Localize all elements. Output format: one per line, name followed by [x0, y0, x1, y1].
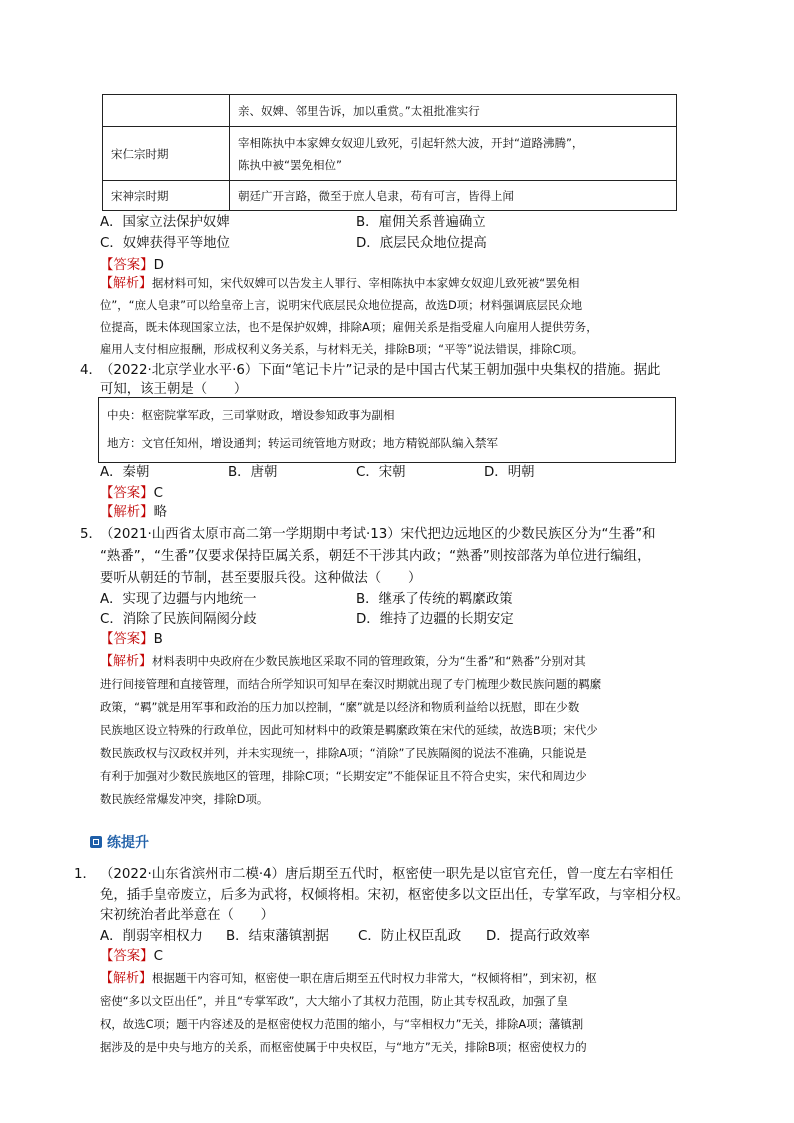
q5-analysis-line: 数民族政权与汉政权并列，并未实现统一，排除A项；“消除”了民族隔阂的说法不准确，只能说是 [100, 746, 587, 760]
table-row [103, 181, 677, 211]
q3-option-a: A．国家立法保护奴婢 [100, 215, 230, 230]
p1-option-a: A．削弱宰相权力 [100, 929, 203, 944]
q5-analysis-line: 【解析】材料表明中央政府在少数民族地区采取不同的管理政策，分为“生番”和“熟番”分别对其 [100, 654, 586, 669]
p1-answer [100, 947, 163, 967]
q5-analysis-line: 政策，“羁”就是用军事和政治的压力加以控制，“縻”就是以经济和物质利益给以抚慰，即在少数 [100, 700, 580, 714]
q4-option-b: B．唐朝 [228, 465, 278, 480]
section-title: 练提升 [107, 835, 149, 851]
q5-answer [100, 630, 163, 650]
q4-stem-line: 可知，该王朝是（ ） [100, 382, 248, 397]
q4-number: 4． [80, 363, 102, 378]
table-cell-period: 宋神宗时期 [103, 181, 230, 211]
p1-option-b: B．结束藩镇割据 [226, 929, 329, 944]
table-row [103, 95, 677, 127]
p1-option-c: C．防止权臣乱政 [358, 929, 462, 944]
analysis-label: 【解析】 [100, 276, 153, 291]
book-icon [90, 836, 102, 848]
history-table [102, 94, 677, 211]
q3-option-d: D．底层民众地位提高 [356, 236, 487, 251]
q5-analysis-line: 有利于加强对少数民族地区的管理，排除C项；“长期安定”不能保证且不符合史实，宋代和周边少 [100, 769, 587, 783]
q4-option-a: A．秦朝 [100, 465, 150, 480]
section-heading [90, 832, 149, 852]
q5-stem-line: （2021·山西省太原市高二第一学期期中考试·13）宋代把边远地区的少数民族区分为“生番”和 [100, 527, 656, 542]
answer-value: C [153, 949, 163, 964]
p1-analysis-line: 权，故选C项；题干内容述及的是枢密使权力范围的缩小，与“宰相权力”无关，排除A项；藩镇割 [100, 1017, 584, 1031]
q5-option-b: B．继承了传统的羁縻政策 [356, 592, 513, 607]
analysis-label: 【解析】 [100, 505, 154, 520]
p1-stem-line: 免，插手皇帝废立，后多为武将，权倾将相。宋初，枢密使多以文臣出任，专掌军政，与宰相分权。 [100, 888, 690, 903]
answer-value: C [153, 486, 163, 501]
q3-analysis-line: 位”，“庶人皂隶”可以给皇帝上言，说明宋代底层民众地位提高，故选D项；材料强调底层民众地 [100, 298, 583, 312]
p1-stem-line: （2022·山东省滨州市二模·4）唐后期至五代时，枢密使一职先是以宦官充任，曾一度左右宰相任 [100, 867, 674, 882]
p1-analysis-line: 据涉及的是中央与地方的关系，而枢密使属于中央权臣，与“地方”无关，排除B项；枢密使权力的 [100, 1040, 587, 1054]
analysis-label: 【解析】 [100, 971, 153, 986]
q5-analysis-line: 数民族经常爆发冲突，排除D项。 [100, 792, 269, 806]
p1-analysis-line: 密使“多以文臣出任”，并且“专掌军政”，大大缩小了其权力范围，防止其专权乱政，加强了皇 [100, 994, 568, 1008]
q5-stem-line: 要听从朝廷的节制，甚至要服兵役。这种做法（ ） [100, 571, 422, 586]
q5-option-d: D．维持了边疆的长期安定 [356, 612, 514, 627]
answer-label: 【答案】 [100, 632, 154, 647]
q4-stem-line: （2022·北京学业水平·6）下面“笔记卡片”记录的是中国古代某王朝加强中央集权的措施。据此 [100, 363, 661, 378]
q4-option-c: C．宋朝 [356, 465, 406, 480]
table-row [103, 127, 677, 181]
q5-analysis-line: 进行间接管理和直接管理，而结合所学知识可知早在秦汉时期就出现了专门梳理少数民族问题的羁縻 [100, 677, 602, 691]
q5-option-a: A．实现了边疆与内地统一 [100, 592, 257, 607]
q3-option-c: C．奴婢获得平等地位 [100, 236, 230, 251]
table-cell-content: 亲、奴婢、邻里告诉，加以重赏。”太祖批准实行 [230, 95, 677, 127]
p1-stem-line: 宋初统治者此举意在（ ） [100, 908, 275, 923]
q3-option-b: B．雇佣关系普遍确立 [356, 215, 486, 230]
q5-stem-line: “熟番”，“生番”仅要求保持臣属关系，朝廷不干涉其内政；“熟番”则按部落为单位进行编组， [100, 549, 651, 564]
table-cell-content [230, 127, 677, 181]
q4-option-d: D．明朝 [484, 465, 535, 480]
table-cell-line: 陈执中被“罢免相位” [238, 157, 342, 172]
q3-analysis-line: 【解析】据材料可知，宋代奴婢可以告发主人罪行、宰相陈执中本家婢女奴迎儿致死被“罢免相 [100, 276, 580, 291]
p1-option-d: D．提高行政效率 [486, 929, 591, 944]
answer-label: 【答案】 [100, 486, 154, 501]
answer-label: 【答案】 [100, 258, 154, 273]
answer-value: B [153, 632, 163, 647]
answer-label: 【答案】 [100, 949, 154, 964]
analysis-label: 【解析】 [100, 654, 153, 669]
q3-analysis-line: 雇用人支付相应报酬，形成权利义务关系，与材料无关，排除B项；“平等”说法错误，排除C项。 [100, 342, 584, 356]
q3-analysis-line: 位提高，既未体现国家立法，也不是保护奴婢，排除A项；雇佣关系是指受雇人向雇用人提供劳务， [100, 320, 598, 334]
table-cell-content: 朝廷广开言路，微至于庶人皂隶，苟有可言，皆得上闻 [230, 181, 677, 211]
q5-analysis-line: 民族地区设立特殊的行政单位，因此可知材料中的政策是羁縻政策在宋代的延续，故选B项；宋代少 [100, 723, 598, 737]
table-cell-line: 宰相陈执中本家婢女奴迎儿致死，引起轩然大波，开封“道路沸腾”， [238, 135, 584, 150]
q5-number: 5． [80, 527, 102, 542]
q4-answer [100, 484, 163, 504]
p1-analysis-line: 【解析】根据题干内容可知，枢密使一职在唐后期至五代时权力非常大，“权倾将相”，到宋初，枢 [100, 971, 597, 986]
table-cell-period [103, 95, 230, 127]
note-card [98, 397, 676, 463]
note-card-line: 地方：文官任知州，增设通判；转运司统管地方财政；地方精锐部队编入禁军 [107, 436, 498, 450]
q5-option-c: C．消除了民族间隔阂分歧 [100, 612, 257, 627]
q4-analysis: 【解析】略 [100, 505, 167, 520]
p1-number: 1． [74, 867, 96, 882]
table-cell-period: 宋仁宗时期 [103, 127, 230, 181]
answer-value: D [153, 258, 164, 273]
note-card-line: 中央：枢密院掌军政，三司掌财政，增设参知政事为副相 [107, 408, 395, 422]
